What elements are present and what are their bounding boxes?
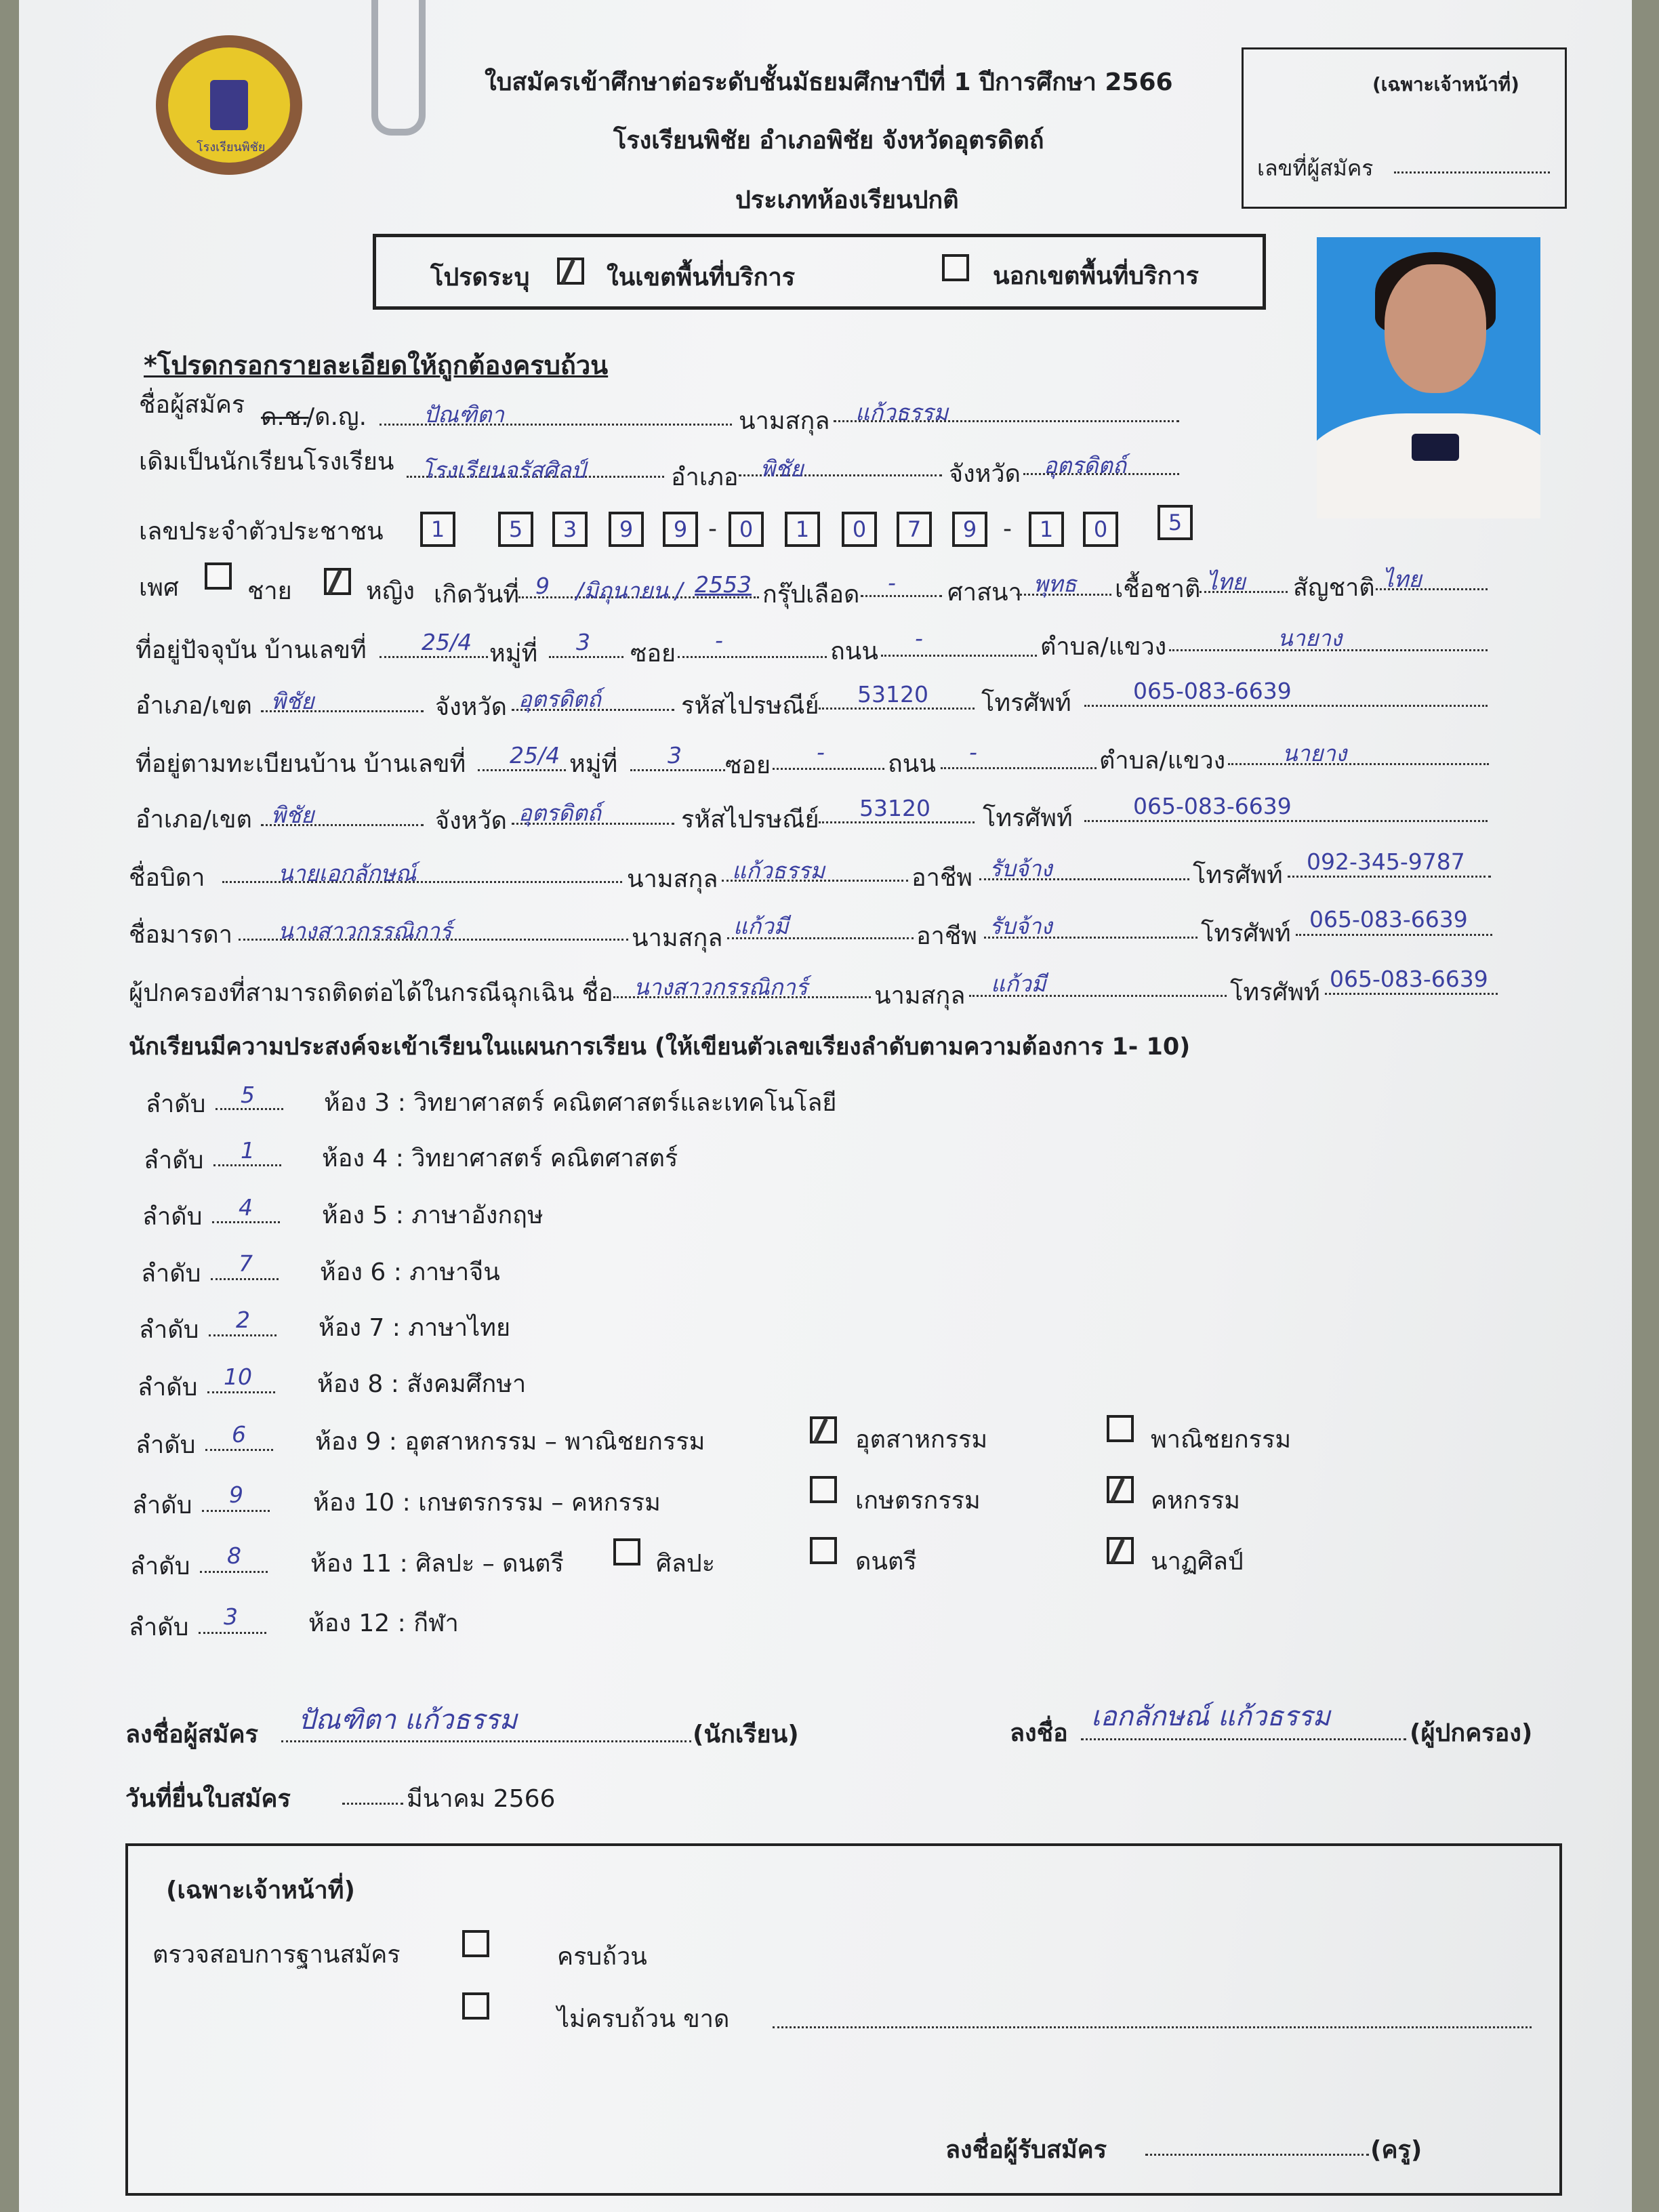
industry-label: อุตสาหกรรม	[855, 1426, 988, 1454]
registered-district-label: อำเภอ/เขต	[136, 806, 252, 834]
id-digit-box[interactable]: 1	[785, 512, 820, 547]
applicant-no-field[interactable]	[1394, 171, 1550, 173]
rank-value[interactable]: 4	[239, 1194, 253, 1221]
guardian-surname[interactable]: แก้วมี	[991, 970, 1046, 997]
room-5-label: ห้อง 5 : ภาษาอังกฤษ	[322, 1202, 544, 1229]
father-job-label: อาชีพ	[912, 864, 972, 892]
father-label: ชื่อบิดา	[129, 864, 205, 892]
agriculture-checkbox[interactable]	[810, 1476, 837, 1503]
current-house-no[interactable]: 25/4	[422, 629, 472, 655]
mother-job-label: อาชีพ	[916, 922, 977, 950]
current-subdistrict-label: ตำบล/แขวง	[1040, 633, 1167, 661]
prev-province[interactable]: อุตรดิตถ์	[1044, 452, 1126, 478]
mother-surname-label: นามสกุล	[632, 924, 723, 952]
nationality[interactable]: ไทย	[1382, 566, 1422, 592]
id-dash: -	[1003, 515, 1012, 543]
registered-subdistrict-label: ตำบล/แขวง	[1099, 747, 1226, 775]
music-label: ดนตรี	[855, 1548, 917, 1576]
id-digit-box[interactable]: 0	[729, 512, 764, 547]
id-digit-box[interactable]: 1	[1029, 512, 1064, 547]
complete-label: ครบถ้วน	[557, 1943, 647, 1971]
room-8-label: ห้อง 8 : สังคมศึกษา	[317, 1370, 527, 1398]
sex-label: เพศ	[139, 574, 179, 602]
father-surname-label: นามสกุล	[627, 865, 718, 893]
father-surname[interactable]: แก้วธรรม	[732, 857, 825, 884]
current-phone[interactable]: 065-083-6639	[1133, 678, 1292, 704]
applicant-role: (นักเรียน)	[693, 1721, 799, 1748]
officer-box-title: (เฉพาะเจ้าหน้าที่)	[166, 1877, 355, 1904]
guardian-phone-label: โทรศัพท์	[1230, 979, 1320, 1006]
id-digit-box[interactable]: 7	[897, 512, 932, 547]
current-moo-label: หมู่ที่	[489, 640, 538, 668]
applicant-no-label: เลขที่ผู้สมัคร	[1257, 155, 1374, 181]
race[interactable]: ไทย	[1206, 569, 1246, 595]
blood-label: กรุ๊ปเลือด	[762, 581, 860, 609]
registered-phone-label: โทรศัพท์	[983, 804, 1073, 832]
instruction: *โปรดกรอกรายละเอียดให้ถูกต้องครบถ้วน	[144, 350, 609, 380]
current-phone-label: โทรศัพท์	[981, 689, 1071, 717]
mother-job[interactable]: รับจ้าง	[989, 913, 1052, 939]
industry-checkbox[interactable]	[810, 1416, 837, 1443]
receiver-sign-field[interactable]	[1145, 2154, 1369, 2156]
name-label: ชื่อผู้สมัคร	[139, 391, 245, 419]
id-digit-box[interactable]: 0	[842, 512, 877, 547]
form-title: ใบสมัครเข้าศึกษาต่อระดับชั้นมัธยมศึกษาปีที่ 1 ปีการศึกษา 2566	[485, 68, 1173, 96]
complete-checkbox[interactable]	[462, 1930, 489, 1957]
check-label: ตรวจสอบการฐานสมัคร	[152, 1941, 401, 1969]
father-phone-label: โทรศัพท์	[1193, 861, 1283, 889]
id-label: เลขประจำตัวประชาชน	[139, 518, 384, 546]
title-girl: /ด.ญ.	[306, 403, 367, 431]
outside-area-checkbox[interactable]	[942, 254, 969, 281]
surname[interactable]: แก้วธรรม	[855, 399, 949, 426]
office-use-title: (เฉพาะเจ้าหน้าที่)	[1372, 73, 1519, 96]
id-digit-box[interactable]: 1	[420, 512, 455, 547]
current-district[interactable]: พิชัย	[271, 688, 314, 714]
registered-postcode[interactable]: 53120	[859, 795, 930, 821]
current-address-label: ที่อยู่ปัจจุบัน บ้านเลขที่	[136, 636, 367, 664]
mother-name[interactable]: นางสาวกรรณิการ์	[278, 918, 452, 944]
registered-province[interactable]: อุตรดิตถ์	[518, 800, 601, 826]
registered-road-label: ถนน	[888, 750, 937, 778]
first-name[interactable]: ปัณฑิตา	[424, 401, 504, 428]
id-digit-box[interactable]: 9	[952, 512, 987, 547]
mother-phone-label: โทรศัพท์	[1201, 920, 1291, 947]
commerce-label: พาณิชยกรรม	[1151, 1426, 1292, 1454]
guardian-surname-label: นามสกุล	[874, 982, 966, 1010]
applicant-photo	[1317, 237, 1540, 518]
art-label: ศิลปะ	[656, 1550, 716, 1578]
registered-soi-label: ซอย	[725, 752, 771, 779]
id-digit-box[interactable]: 5	[498, 512, 533, 547]
school-logo	[156, 35, 302, 175]
rank-value[interactable]: 9	[229, 1481, 243, 1508]
registered-soi[interactable]: -	[817, 739, 825, 765]
receiver-sign-label: ลงชื่อผู้รับสมัคร	[945, 2136, 1107, 2164]
registered-district[interactable]: พิชัย	[271, 802, 314, 828]
rank-label: ลำดับ	[138, 1374, 198, 1401]
rank-label: ลำดับ	[139, 1316, 199, 1344]
rank-value[interactable]: 8	[227, 1542, 241, 1569]
rank-value[interactable]: 2	[236, 1307, 250, 1333]
home-economics-label: คหกรรม	[1151, 1487, 1241, 1515]
rank-label: ลำดับ	[141, 1260, 201, 1288]
rank-value[interactable]: 5	[241, 1082, 255, 1108]
registered-subdistrict[interactable]: นายาง	[1282, 740, 1347, 766]
registered-moo-label: หมู่ที่	[569, 750, 618, 778]
race-label: เชื้อชาติ	[1115, 575, 1201, 603]
incomplete-label: ไม่ครบถ้วน ขาด	[557, 2005, 730, 2033]
current-road-label: ถนน	[830, 638, 879, 665]
female-checkbox[interactable]	[324, 568, 351, 595]
current-postcode[interactable]: 53120	[857, 681, 928, 708]
registered-road[interactable]: -	[969, 739, 977, 765]
room-11-label: ห้อง 11 : ศิลปะ – ดนตรี	[310, 1550, 564, 1578]
school-name: โรงเรียนพิชัย อำเภอพิชัย จังหวัดอุตรดิตถ์	[613, 127, 1044, 155]
current-province[interactable]: อุตรดิตถ์	[518, 686, 601, 712]
guardian-phone[interactable]: 065-083-6639	[1330, 966, 1488, 992]
current-soi-label: ซอย	[630, 640, 676, 668]
guardian-role: (ผู้ปกครอง)	[1410, 1719, 1533, 1747]
dob-year[interactable]: 2553	[695, 571, 752, 598]
outside-area-label: นอกเขตพื้นที่บริการ	[993, 262, 1199, 290]
rank-label: ลำดับ	[136, 1431, 196, 1459]
room-type: ประเภทห้องเรียนปกติ	[735, 186, 959, 214]
rank-value[interactable]: 1	[241, 1137, 255, 1164]
agriculture-label: เกษตรกรรม	[855, 1487, 981, 1515]
inside-area-label: ในเขตพื้นที่บริการ	[607, 264, 796, 291]
dob-month[interactable]: /มิถุนายน /	[576, 577, 683, 604]
room-12-label: ห้อง 12 : กีฬา	[308, 1610, 459, 1637]
id-digit-box[interactable]: 9	[609, 512, 644, 547]
logo-emblem-icon	[210, 80, 248, 130]
rank-value[interactable]: 6	[232, 1421, 246, 1448]
room-9-label: ห้อง 9 : อุตสาหกรรม – พาณิชยกรรม	[315, 1428, 705, 1456]
logo-text: โรงเรียนพิชัย	[197, 140, 266, 155]
rank-label: ลำดับ	[146, 1090, 206, 1118]
registered-address-label: ที่อยู่ตามทะเบียนบ้าน บ้านเลขที่	[136, 750, 466, 778]
registered-postcode-label: รหัสไปรษณีย์	[681, 806, 819, 834]
applicant-signature[interactable]: ปัณฑิตา แก้วธรรม	[298, 1704, 518, 1736]
applicant-sign-label: ลงชื่อผู้สมัคร	[125, 1721, 258, 1748]
incomplete-checkbox[interactable]	[462, 1992, 489, 2020]
guardian-name[interactable]: นางสาวกรรณิการ์	[634, 974, 808, 1000]
guardian-label: ผู้ปกครองที่สามารถติดต่อได้ในกรณีฉุกเฉิน ชื่อ	[129, 979, 613, 1007]
id-digit-box[interactable]: 5	[1158, 505, 1193, 540]
registered-phone[interactable]: 065-083-6639	[1133, 793, 1292, 819]
father-job[interactable]: รับจ้าง	[989, 855, 1052, 882]
current-postcode-label: รหัสไปรษณีย์	[681, 692, 819, 720]
receiver-role: (ครู)	[1370, 2136, 1422, 2164]
current-soi[interactable]: -	[715, 627, 723, 653]
guardian-signature[interactable]: เอกลักษณ์ แก้วธรรม	[1091, 1701, 1331, 1732]
id-digit-box[interactable]: 3	[552, 512, 588, 547]
father-phone[interactable]: 092-345-9787	[1307, 848, 1465, 875]
id-dash: -	[708, 515, 717, 543]
area-label: โปรดระบุ	[430, 264, 530, 291]
father-name[interactable]: นายเอกลักษณ์	[278, 860, 417, 886]
commerce-checkbox[interactable]	[1107, 1415, 1134, 1442]
surname-label: นามสกุล	[739, 407, 830, 435]
rank-label: ลำดับ	[144, 1147, 204, 1174]
registered-house-no[interactable]: 25/4	[510, 742, 560, 769]
id-digit-box[interactable]: 9	[663, 512, 698, 547]
dance-label: นาฏศิลป์	[1151, 1548, 1244, 1576]
rank-value[interactable]: 7	[239, 1250, 253, 1277]
music-checkbox[interactable]	[810, 1537, 837, 1564]
mother-label: ชื่อมารดา	[129, 921, 232, 949]
current-moo[interactable]: 3	[576, 629, 590, 655]
id-digit-box[interactable]: 0	[1083, 512, 1118, 547]
rank-label: ลำดับ	[130, 1553, 190, 1580]
blood-type[interactable]: -	[888, 569, 896, 596]
prev-school-label: เดิมเป็นนักเรียนโรงเรียน	[139, 448, 394, 476]
plans-heading: นักเรียนมีความประสงค์จะเข้าเรียนในแผนการเรียน (ให้เขียนตัวเลขเรียงลำดับตามความต้องการ 1- 10)	[129, 1033, 1191, 1061]
current-district-label: อำเภอ/เขต	[136, 692, 252, 720]
rank-label: ลำดับ	[142, 1203, 203, 1231]
room-6-label: ห้อง 6 : ภาษาจีน	[320, 1258, 500, 1286]
prev-province-label: จังหวัด	[949, 460, 1021, 488]
prev-district-label: อำเภอ	[671, 464, 739, 491]
dob-day[interactable]: 9	[535, 573, 550, 599]
title-boy: ด.ช.	[261, 403, 309, 431]
prev-school[interactable]: โรงเรียนจรัสศิลป์	[422, 457, 586, 483]
rank-value[interactable]: 10	[224, 1364, 252, 1390]
room-7-label: ห้อง 7 : ภาษาไทย	[319, 1314, 511, 1342]
dance-checkbox[interactable]	[1107, 1537, 1134, 1564]
nationality-label: สัญชาติ	[1293, 574, 1375, 602]
office-use-box	[1242, 47, 1567, 209]
room-4-label: ห้อง 4 : วิทยาศาสตร์ คณิตศาสตร์	[322, 1145, 678, 1172]
prev-district[interactable]: พิชัย	[760, 455, 804, 482]
rank-label: ลำดับ	[132, 1492, 192, 1519]
home-economics-checkbox[interactable]	[1107, 1476, 1134, 1503]
registered-moo[interactable]: 3	[668, 742, 682, 769]
rank-value[interactable]: 3	[224, 1603, 238, 1630]
guardian-sign-label: ลงชื่อ	[1010, 1719, 1068, 1747]
rank-label: ลำดับ	[129, 1614, 189, 1641]
room-3-label: ห้อง 3 : วิทยาศาสตร์ คณิตศาสตร์และเทคโนโลยี	[324, 1089, 837, 1117]
male-label: ชาย	[247, 577, 292, 605]
room-10-label: ห้อง 10 : เกษตรกรรม – คหกรรม	[313, 1489, 661, 1517]
current-province-label: จังหวัด	[435, 693, 507, 721]
registered-province-label: จังหวัด	[435, 807, 507, 835]
current-road[interactable]: -	[915, 625, 923, 651]
paper-clip	[371, 0, 426, 136]
female-label: หญิง	[366, 577, 415, 605]
date-label: วันที่ยื่นใบสมัคร	[125, 1785, 291, 1813]
mother-surname[interactable]: แก้วมี	[733, 913, 789, 939]
art-checkbox[interactable]	[613, 1538, 640, 1565]
missing-items-field[interactable]	[773, 2026, 1532, 2028]
inside-area-checkbox[interactable]	[557, 258, 584, 285]
male-checkbox[interactable]	[205, 562, 232, 590]
mother-phone[interactable]: 065-083-6639	[1309, 906, 1468, 933]
current-subdistrict[interactable]: นายาง	[1277, 625, 1343, 651]
religion[interactable]: พุทธ	[1033, 571, 1077, 597]
date-value[interactable]: มีนาคม 2566	[407, 1785, 556, 1813]
dob-label: เกิดวันที่	[434, 581, 520, 609]
religion-label: ศาสนา	[947, 579, 1022, 607]
